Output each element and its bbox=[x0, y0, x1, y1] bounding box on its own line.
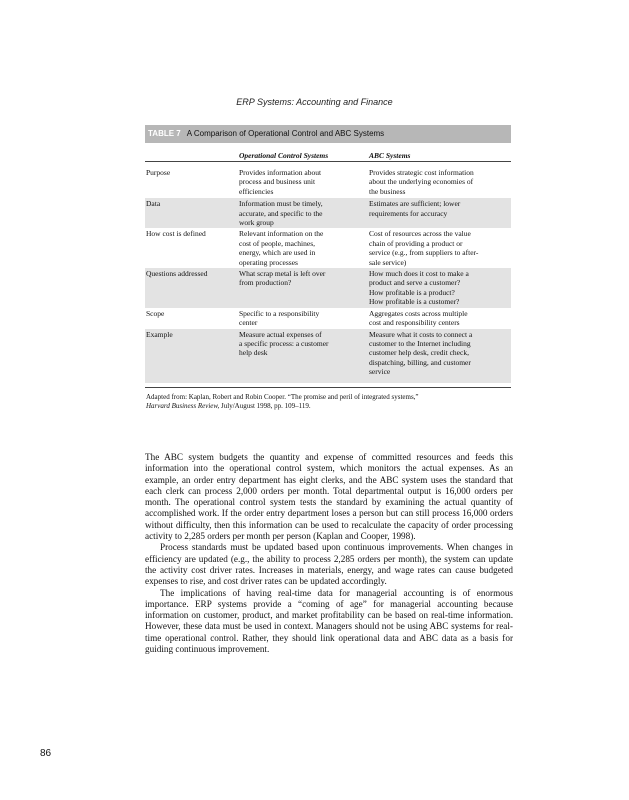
row-operational: Specific to a responsibility center bbox=[239, 308, 320, 328]
table-row-data bbox=[145, 198, 511, 228]
row-abc: Estimates are sufficient; lower requirements for accuracy bbox=[369, 199, 461, 218]
source-journal: Harvard Business Review, bbox=[146, 402, 220, 411]
row-abc: Provides strategic cost information about the underlying economies of the business bbox=[369, 168, 474, 196]
row-label: Questions addressed bbox=[146, 269, 208, 279]
body-paragraph: The ABC system budgets the quantity and expense of committed resources and feeds this information into the operational control system, which monitors the actual expenses. As an example, an order entry department has eight clerks, and the ABC system uses the standard that each clerk can process 2,000 orders per month. Total departmental output is 16,000 orders per month. The operational control system tests the standard by examining the actual quantity of accomplished work. If the order entry department loses a person but can still process 16,000 orders without difficulty, then this information can be used to recalculate the capacity of order processing activity to 2,285 orders per month per person (Kaplan and Cooper, 1998). bbox=[145, 452, 513, 542]
table-number: TABLE 7 bbox=[148, 129, 181, 138]
body-paragraph: The implications of having real-time data for managerial accounting is of enormous importance. ERP systems provide a “coming of age” for managerial accounting because information on customer, product, and market profitability can be based on real-time information. However, these data must be used in context. Managers should not be using ABC systems for real-time operational control. Rather, they should link operational data and ABC data as a basis for guiding continuous improvement. bbox=[145, 587, 513, 655]
row-operational: Provides information about process and business unit efficiencies bbox=[239, 168, 322, 196]
header-blank bbox=[145, 151, 237, 161]
row-label: Example bbox=[146, 329, 173, 339]
table-caption: A Comparison of Operational Control and ABC Systems bbox=[186, 129, 385, 138]
comparison-table bbox=[145, 125, 511, 412]
table-row-scope bbox=[145, 308, 511, 329]
header-operational: Operational Control Systems bbox=[239, 151, 329, 160]
row-abc: Aggregates costs across multiple cost and responsibility centers bbox=[369, 308, 468, 328]
table-row-cost bbox=[145, 228, 511, 268]
row-abc: Measure what it costs to connect a customer to the Internet including customer help desk, credit check, dispatching, billing, and customer service bbox=[369, 329, 473, 377]
row-abc: How much does it cost to make a product and serve a customer? How profitable is a product? How profitable is a customer? bbox=[369, 269, 469, 307]
row-label: Purpose bbox=[146, 168, 171, 177]
source-prefix: Adapted from: Kaplan, Robert and Robin Cooper. “The promise and peril of integrated systems,” bbox=[146, 392, 419, 401]
header-abc: ABC Systems bbox=[369, 151, 411, 160]
running-header: ERP Systems: Accounting and Finance bbox=[236, 97, 393, 107]
body-paragraph: Process standards must be updated based upon continuous improvements. When changes in efficiency are updated (e.g., the ability to process 2,285 orders per month), the system can update the activity cost driver rates. Increases in materials, energy, and wage rates can cause budgeted expenses to rise, and cost driver rates can be updated accordingly. bbox=[145, 542, 513, 587]
table-source-note bbox=[145, 388, 511, 412]
row-operational: Measure actual expenses of a specific process: a customer help desk bbox=[239, 329, 329, 358]
row-label: Scope bbox=[146, 308, 165, 318]
row-operational: What scrap metal is left over from production? bbox=[239, 269, 326, 288]
body-text bbox=[145, 452, 513, 655]
table-caption-bar bbox=[145, 125, 511, 143]
row-abc: Cost of resources across the value chain of providing a product or service (e.g., from suppliers to after- sale service) bbox=[369, 229, 479, 267]
row-operational: Relevant information on the cost of people, machines, energy, which are used in operating processes bbox=[239, 229, 324, 267]
row-operational: Information must be timely, accurate, and specific to the work group bbox=[239, 199, 323, 228]
table-row-example bbox=[145, 329, 511, 383]
row-label: Data bbox=[146, 199, 161, 209]
table-header-row bbox=[145, 143, 511, 162]
row-label: How cost is defined bbox=[146, 229, 206, 239]
page-number: 86 bbox=[40, 748, 52, 759]
table-row-purpose bbox=[145, 162, 511, 198]
table-row-questions bbox=[145, 268, 511, 308]
source-suffix: July/August 1998, pp. 109–119. bbox=[221, 402, 311, 411]
